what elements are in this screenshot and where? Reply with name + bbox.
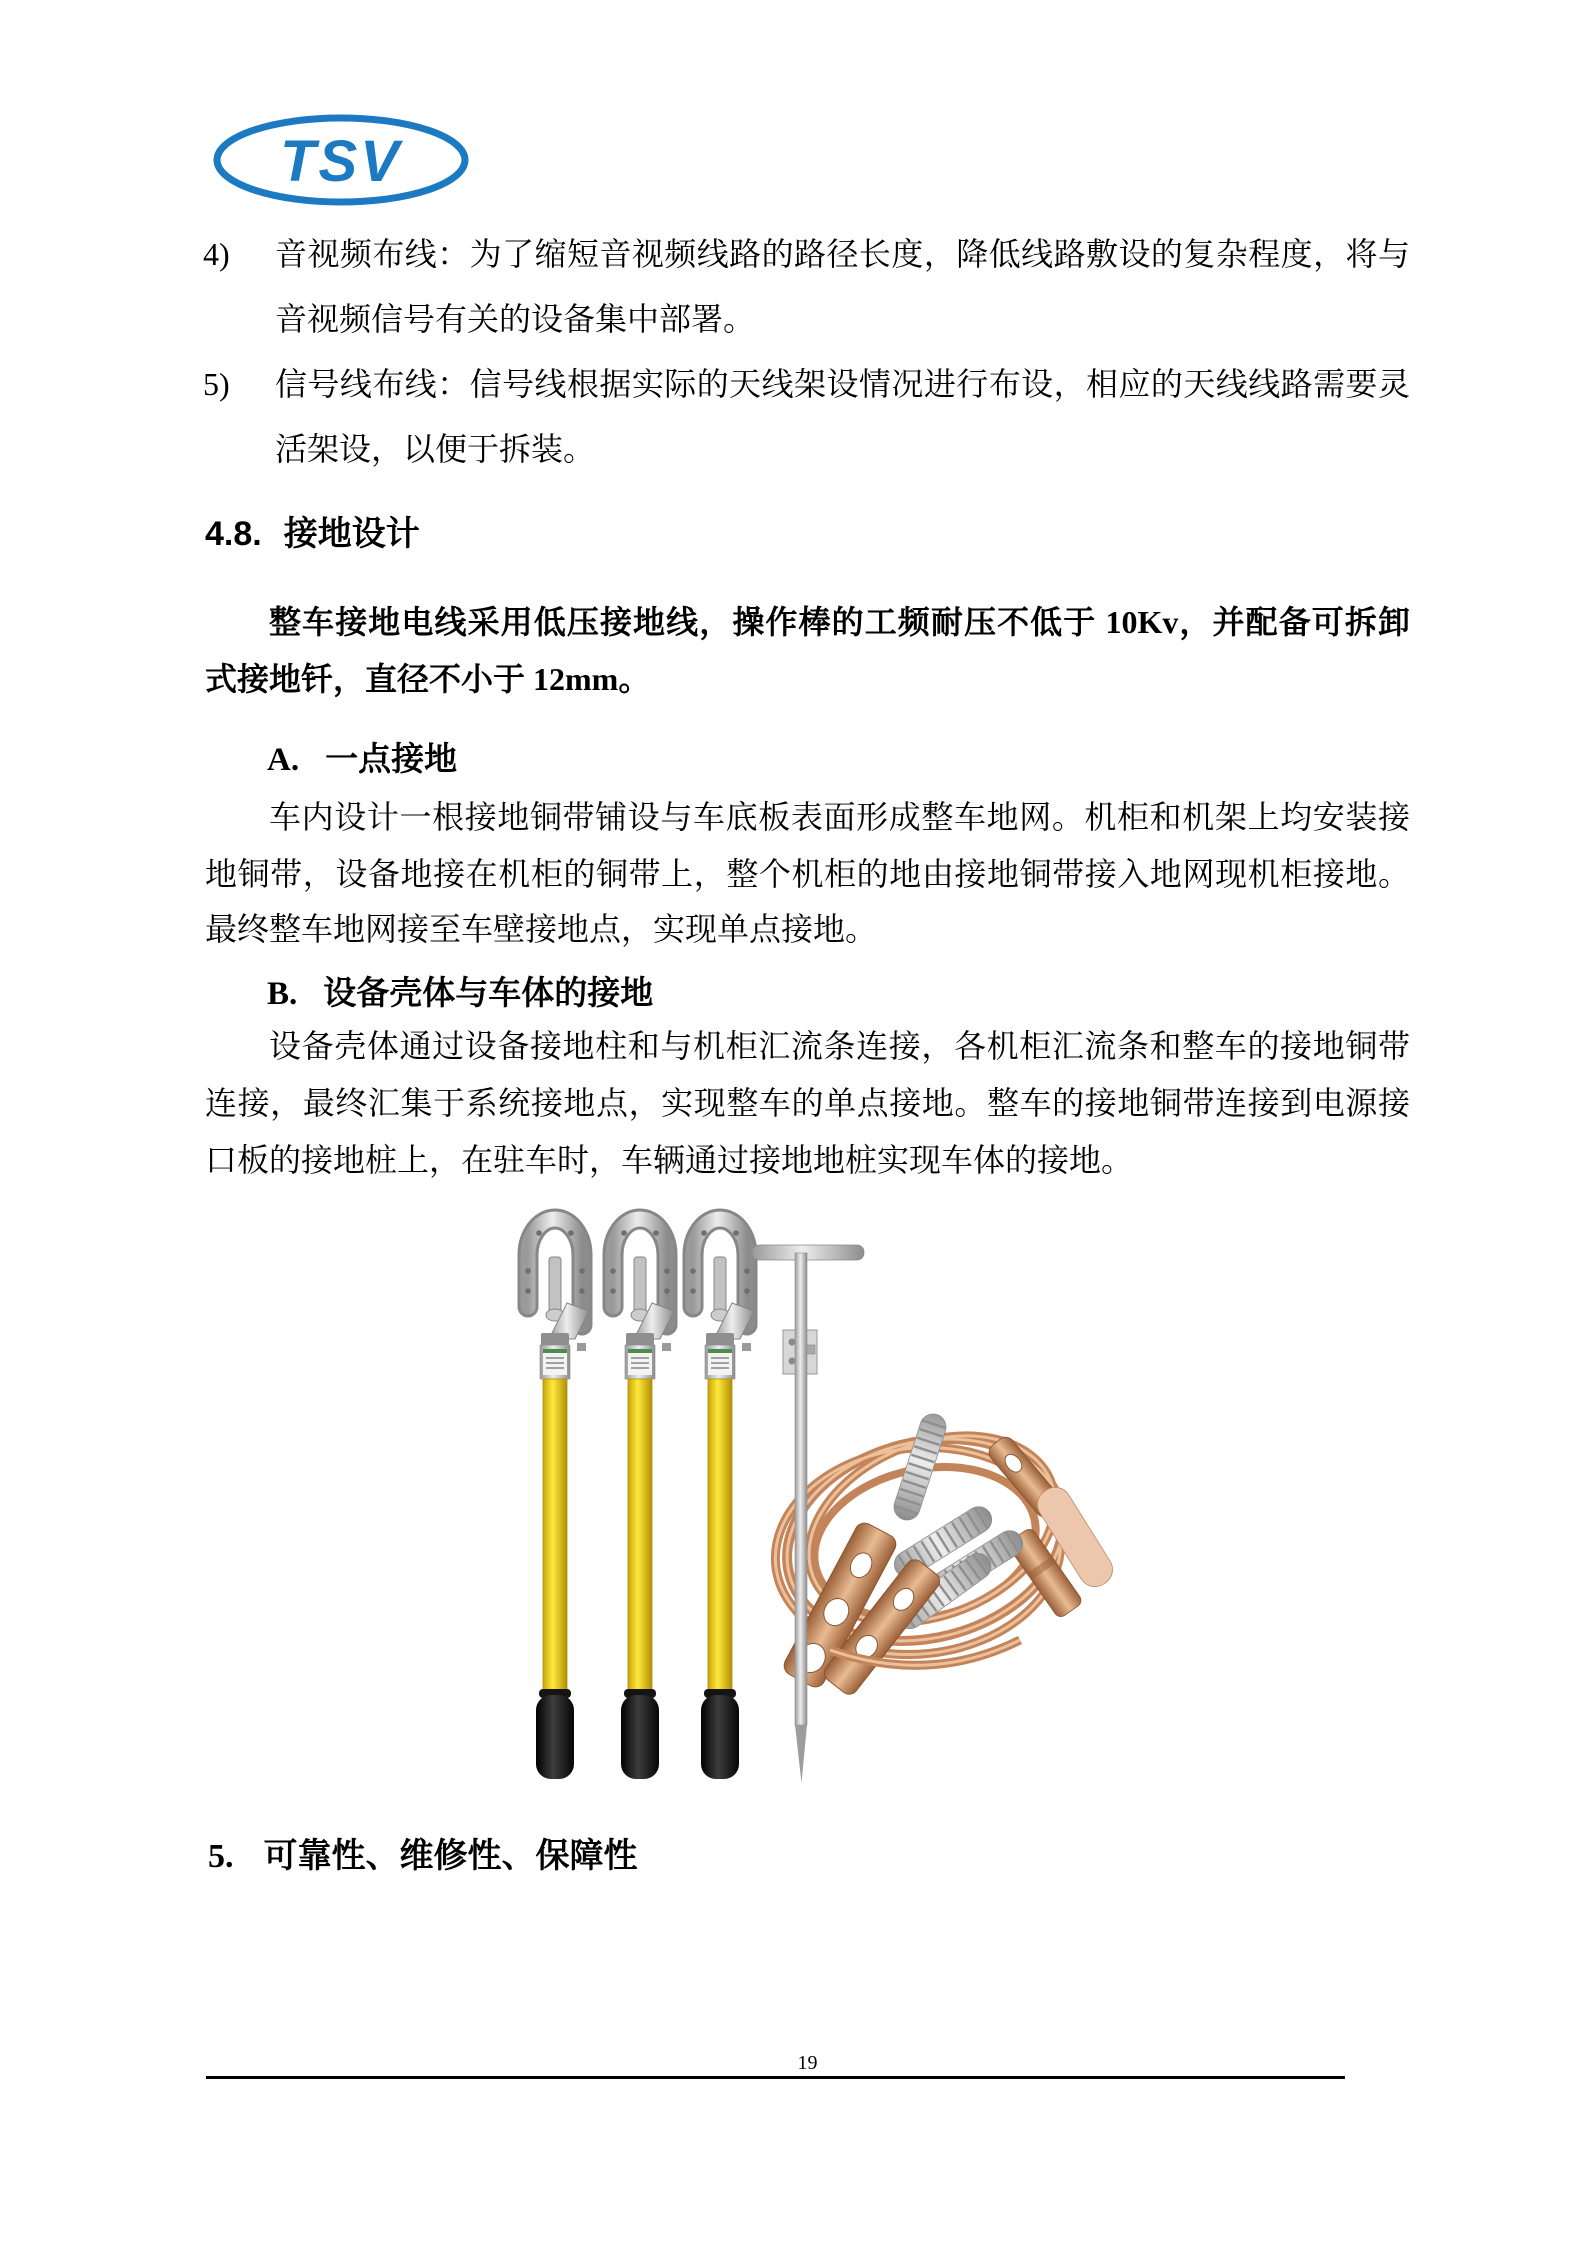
tsv-logo: [210, 110, 472, 210]
copper-cable-coil: [765, 1401, 1119, 1697]
section-5-heading: [208, 1836, 638, 1878]
logo-text: TSV: [280, 129, 402, 194]
list-item-5-line-2: 活架设，以便于拆装。: [275, 431, 596, 467]
sub-b-heading: [267, 974, 653, 1014]
page-number: 19: [797, 2052, 818, 2074]
sub-b-line-1: 设备壳体通过设备接地柱和与机柜汇流条连接，各机柜汇流条和整车的接地铜带: [269, 1028, 1410, 1064]
list-item-4-number: 4): [203, 236, 230, 272]
list-item-4-line-2: 音视频信号有关的设备集中部署。: [275, 301, 756, 337]
footer-rule: [206, 2076, 1345, 2079]
grounding-rod-3: [690, 1219, 754, 1779]
earth-stake: [752, 1245, 864, 1783]
sub-a-title: 一点接地: [325, 742, 458, 778]
grounding-intro-line-2: 式接地钎，直径不小于 12mm。: [205, 661, 651, 697]
list-item-5-number: 5): [203, 366, 230, 402]
sub-a-line-3: 最终整车地网接至车壁接地点，实现单点接地。: [205, 911, 878, 947]
sub-b-label: B.: [267, 976, 298, 1012]
sub-a-line-2: 地铜带，设备地接在机柜的铜带上，整个机柜的地由接地铜带接入地网现机柜接地。: [205, 856, 1410, 892]
list-item-5-line-1: 信号线布线：信号线根据实际的天线架设情况进行布设，相应的天线线路需要灵: [275, 366, 1410, 402]
sub-a-heading: [267, 740, 457, 780]
sub-a-label: A.: [267, 742, 300, 778]
sub-b-line-3: 口板的接地桩上，在驻车时，车辆通过接地地桩实现车体的接地。: [205, 1142, 1134, 1178]
section-5-number: 5.: [208, 1838, 234, 1875]
sub-a-line-1: 车内设计一根接地铜带铺设与车底板表面形成整车地网。机柜和机架上均安装接: [269, 799, 1410, 835]
section-5-title: 可靠性、维修性、保障性: [263, 1838, 638, 1875]
sub-b-title: 设备壳体与车体的接地: [323, 976, 654, 1012]
list-item-4-line-1: 音视频布线：为了缩短音视频线路的路径长度，降低线路敷设的复杂程度，将与: [275, 236, 1410, 272]
grounding-rod-2: [610, 1219, 674, 1779]
section-4-8-heading: [205, 513, 420, 556]
grounding-intro-line-1: 整车接地电线采用低压接地线，操作棒的工频耐压不低于 10Kv，并配备可拆卸: [269, 604, 1410, 640]
section-4-8-number: 4.8.: [205, 515, 262, 553]
section-4-8-title: 接地设计: [283, 516, 420, 553]
grounding-rod-1: [525, 1219, 589, 1779]
sub-b-line-2: 连接，最终汇集于系统接地点，实现整车的单点接地。整车的接地铜带连接到电源接: [205, 1085, 1410, 1121]
figure-grounding-equipment: [500, 1195, 1140, 1795]
